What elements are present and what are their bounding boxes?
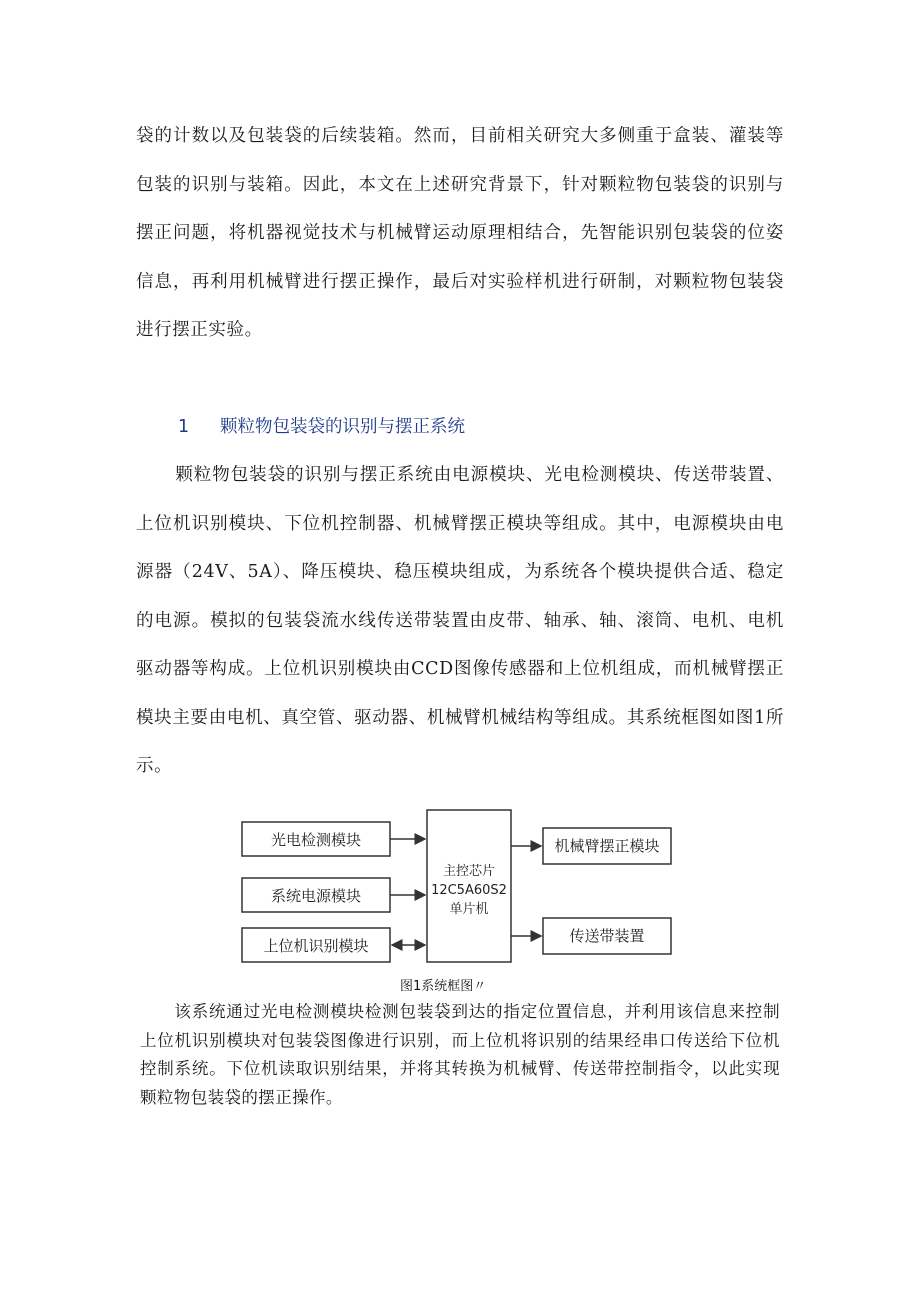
figure-caption: 图1系统框图〃 [400,979,487,994]
svg-text:系统电源模块: 系统电源模块 [270,887,362,905]
svg-text:单片机: 单片机 [449,902,489,917]
block-conveyor [543,918,671,954]
system-paragraph [136,451,784,791]
svg-text:传送带装置: 传送带装置 [569,927,645,945]
block-photoelectric-detection [242,822,390,856]
section-heading [178,413,465,438]
intro-paragraph: 袋的计数以及包装袋的后续装箱。然而，目前相关研究大多侧重于盒装、灌装等包装的识别与装箱。因此，本文在上述研究背景下，针对颗粒物包装袋的识别与摆正问题，将机器视觉技术与机械臂运动原理相结合，先智能识别包装袋的位姿信息，再利用机械臂进行摆正操作，最后对实验样机进行研制，对颗粒物包装袋进行摆正实验。 [136,126,784,340]
followup-paragraph-text: 该系统通过光电检测模块检测包装袋到达的指定位置信息，并利用该信息来控制上位机识别模块对包装袋图像进行识别，而上位机将识别的结果经串口传送给下位机控制系统。下位机读取识别结果，并将其转换为机械臂、传送带控制指令，以此实现颗粒物包装袋的摆正操作。 [140,1002,780,1107]
followup-paragraph [140,998,780,1112]
svg-text:机械臂摆正模块: 机械臂摆正模块 [554,837,660,855]
svg-text:主控芯片: 主控芯片 [442,864,496,879]
svg-text:光电检测模块: 光电检测模块 [270,831,362,849]
section-title: 颗粒物包装袋的识别与摆正系统 [220,417,465,437]
block-power-supply [242,878,390,912]
block-main-chip [427,810,511,962]
svg-text:12C5A60S2: 12C5A60S2 [431,883,507,898]
block-upper-computer-recognition [242,928,390,962]
system-paragraph-text: 颗粒物包装袋的识别与摆正系统由电源模块、光电检测模块、传送带装置、上位机识别模块、下位机控制器、机械臂摆正模块等组成。其中，电源模块由电源器（24V、5A）、降压模块、稳压模块组成，为系统各个模块提供合适、稳定的电源。模拟的包装袋流水线传送带装置由皮带、轴承、轴、滚筒、电机、电机驱动器等构成。上位机识别模块由CCD图像传感器和上位机组成，而机械臂摆正模块主要由电机、真空管、驱动器、机械臂机械结构等组成。其系统框图如图1所示。 [136,465,784,776]
system-block-diagram [230,800,690,980]
block-arm-correction [543,828,671,864]
section-number: 1 [178,417,190,437]
svg-text:上位机识别模块: 上位机识别模块 [263,937,369,955]
